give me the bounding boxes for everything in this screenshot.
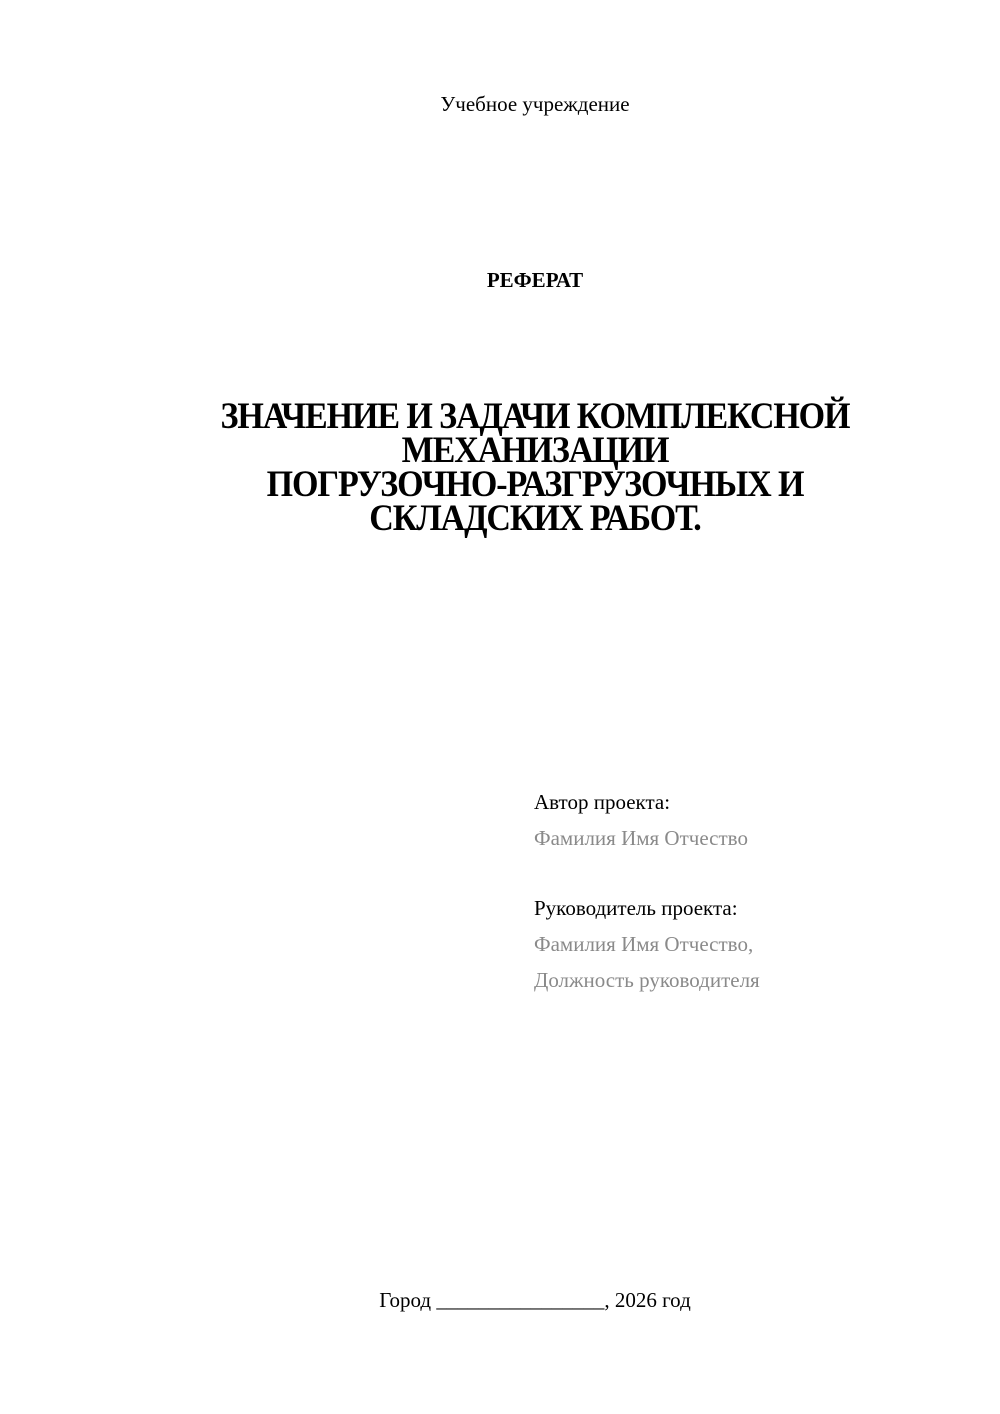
supervisor-name: Фамилия Имя Отчество, <box>534 932 754 956</box>
title-line: ПОГРУЗОЧНО-РАЗГРУЗОЧНЫХ И <box>266 464 804 505</box>
footer-city-year <box>90 1288 980 1313</box>
title-line: СКЛАДСКИХ РАБОТ. <box>369 498 701 539</box>
city-blank: ________________ <box>436 1288 605 1312</box>
institution-name: Учебное учреждение <box>440 92 630 116</box>
supervisor-position: Должность руководителя <box>534 968 760 992</box>
document-title <box>126 396 945 539</box>
author-name: Фамилия Имя Отчество <box>534 826 748 850</box>
author-label: Автор проекта: <box>534 790 671 814</box>
title-line: ЗНАЧЕНИЕ И ЗАДАЧИ КОМПЛЕКСНОЙ <box>220 396 850 437</box>
document-type: РЕФЕРАТ <box>486 268 584 292</box>
year: , 2026 год <box>604 1288 691 1312</box>
author-block <box>534 784 748 856</box>
supervisor-label: Руководитель проекта: <box>534 896 738 920</box>
city-label: Город <box>379 1288 432 1312</box>
supervisor-block <box>534 890 760 998</box>
title-line: МЕХАНИЗАЦИИ <box>401 430 669 471</box>
